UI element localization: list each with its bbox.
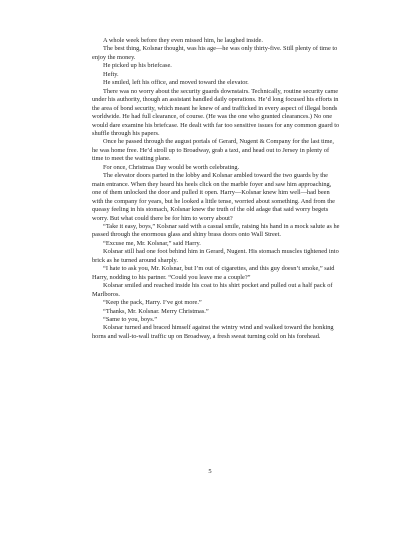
paragraph: “I hate to ask you, Mr. Kolsnar, but I’m out of cigarettes, and this guy doesn’t smoke,” said Harry, nodding to his partner. “Could you leave me a couple?” xyxy=(92,265,335,281)
paragraph: “Excuse me, Mr. Kolsnar,” said Harry. xyxy=(103,239,201,247)
paragraph: Kolsnar smiled and reached inside his coat to his shirt pocket and pulled out a half pack of Marlboros. xyxy=(92,282,333,298)
paragraph: Kolsnar turned and braced himself against the wintry wind and walked toward the honking horns and wall-to-wall traffic up on Broadway, a fresh sweat turning cold on his forehead. xyxy=(92,324,334,340)
paragraph: “Take it easy, boys,” Kolsnar said with a casual smile, raising his hand in a mock salute as he passed through the enormous glass and shiny brass doors onto Wall Street. xyxy=(92,222,340,239)
paragraph: “Same to you, boys.” xyxy=(103,315,158,323)
paragraph: There was no worry about the security guards downstairs. Technically, routine security came under his authority, though an assistant handled daily operations. He’d long focused his efforts in the area of bond security, which meant he knew of and trafficked in every aspect of illegal bonds worldwide. He had full clearance, of course. (He was the one who granted clearances.) No one would dare examine his briefcase. He dealt with far too sensitive issues for any common guard to shuffle through his papers. xyxy=(92,87,340,137)
paragraph: He smiled, left his office, and moved toward the elevator. xyxy=(103,79,249,87)
paragraph: He picked up his briefcase. xyxy=(103,62,172,70)
paragraph: Hefty. xyxy=(103,70,119,78)
paragraph: The best thing, Kolsnar thought, was his age—he was only thirty-five. Still plenty of time to enjoy the money. xyxy=(92,45,338,61)
paragraph: Kolsnar still had one foot behind him in Gerard, Nugent. His stomach muscles tightened into brick as he turned around sharply. xyxy=(92,248,339,264)
paragraph: A whole week before they even missed him, he laughed inside. xyxy=(103,37,263,44)
paragraph: Once he passed through the august portals of Gerard, Nugent & Company for the last time, he was home free. He’d stroll up to Broadway, grab a taxi, and head out to Jersey in plenty of time to meet the waiting plane. xyxy=(92,138,334,163)
page-number: 5 xyxy=(208,468,212,475)
body-text xyxy=(92,37,340,341)
paragraph: “Thanks, Mr. Kolsnar. Merry Christmas.” xyxy=(103,307,209,315)
paragraph: For once, Christmas Day would be worth celebrating. xyxy=(103,163,240,171)
paragraph: The elevator doors parted in the lobby and Kolsnar ambled toward the two guards by the main entrance. When they heard his heels click on the marble foyer and saw him approaching, one of them unlocked the door and pulled it open. Harry—Kolsnar knew him well—had been with the company for years, but he looked a little tense, worried about something. And from the queasy feeling in his stomach, Kolsnar knew the truth of the old adage that said worry begets worry. But what could there be for him to worry about? xyxy=(92,172,335,222)
paragraph: “Keep the pack, Harry. I’ve got more.” xyxy=(103,299,202,307)
